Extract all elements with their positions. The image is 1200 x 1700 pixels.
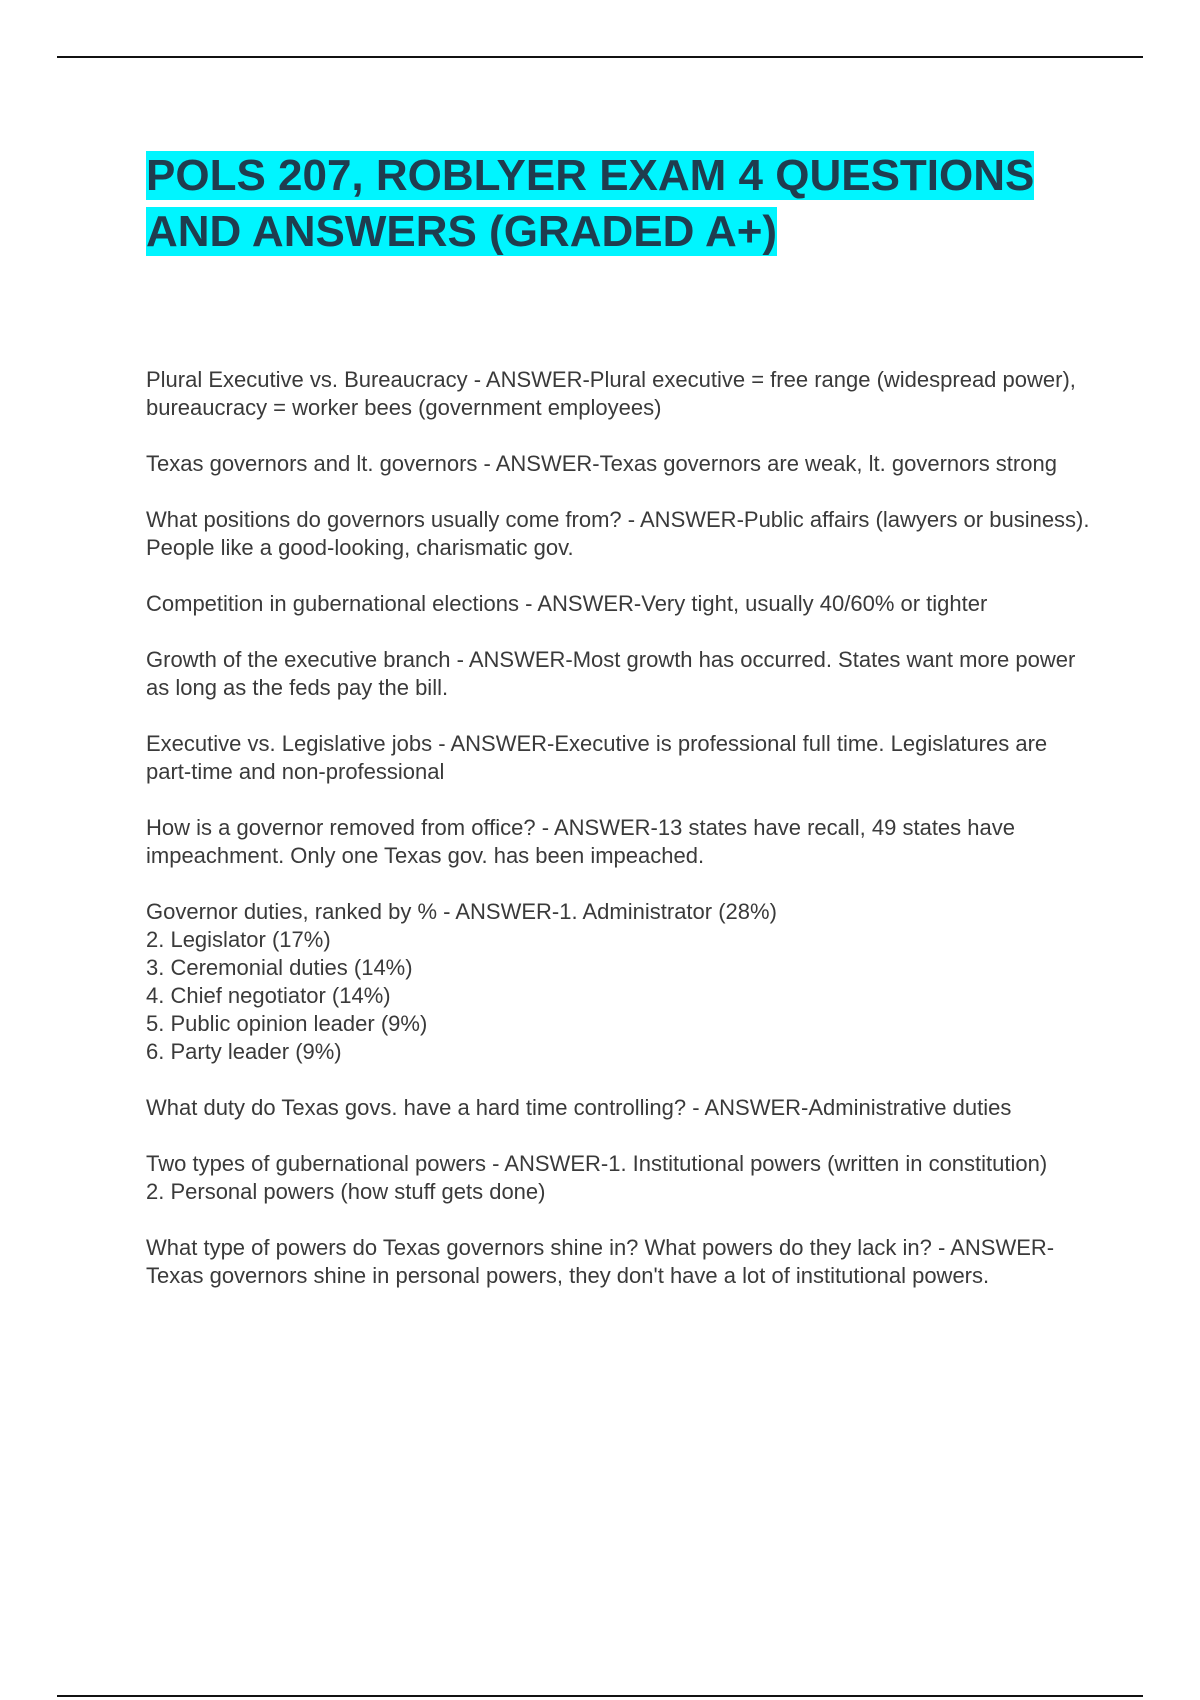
qa-line: What positions do governors usually come from? - ANSWER-Public affairs (lawyers or business). People like a good-looking, charismatic gov.	[146, 507, 1090, 560]
document-title	[146, 148, 1086, 260]
qa-line: What duty do Texas govs. have a hard time controlling? - ANSWER-Administrative duties	[146, 1095, 1012, 1120]
qa-item	[146, 590, 1091, 618]
qa-item	[146, 506, 1091, 562]
qa-item	[146, 366, 1091, 422]
qa-line: Executive vs. Legislative jobs - ANSWER-Executive is professional full time. Legislatures are part-time and non-professional	[146, 731, 1048, 784]
qa-item	[146, 646, 1091, 702]
qa-line: 6. Party leader (9%)	[146, 1039, 342, 1064]
qa-item	[146, 814, 1091, 870]
qa-line: Two types of gubernational powers - ANSWER-1. Institutional powers (written in constitution)	[146, 1151, 1048, 1176]
qa-item	[146, 730, 1091, 786]
qa-line: What type of powers do Texas governors shine in? What powers do they lack in? - ANSWER-Texas governors shine in personal powers, they don't have a lot of institutional powers.	[146, 1235, 1055, 1288]
qa-item	[146, 898, 1091, 1066]
bottom-rule	[57, 1695, 1143, 1697]
qa-line: Growth of the executive branch - ANSWER-Most growth has occurred. States want more power as long as the feds pay the bill.	[146, 647, 1076, 700]
qa-line: 2. Personal powers (how stuff gets done)	[146, 1179, 546, 1204]
top-rule	[57, 56, 1143, 58]
qa-line: 5. Public opinion leader (9%)	[146, 1011, 428, 1036]
qa-list	[146, 366, 1091, 1318]
qa-item	[146, 1094, 1091, 1122]
qa-item	[146, 450, 1091, 478]
qa-line: Governor duties, ranked by % - ANSWER-1. Administrator (28%)	[146, 899, 777, 924]
qa-line: Competition in gubernational elections - ANSWER-Very tight, usually 40/60% or tighter	[146, 591, 988, 616]
qa-line: Texas governors and lt. governors - ANSWER-Texas governors are weak, lt. governors strong	[146, 451, 1057, 476]
qa-item	[146, 1234, 1091, 1290]
qa-line: 4. Chief negotiator (14%)	[146, 983, 391, 1008]
qa-item	[146, 1150, 1091, 1206]
qa-line: 3. Ceremonial duties (14%)	[146, 955, 413, 980]
qa-line: 2. Legislator (17%)	[146, 927, 331, 952]
qa-line: How is a governor removed from office? - ANSWER-13 states have recall, 49 states have impeachment. Only one Texas gov. has been impeached.	[146, 815, 1015, 868]
title-text: POLS 207, ROBLYER EXAM 4 QUESTIONS AND ANSWERS (GRADED A+)	[146, 151, 1035, 256]
qa-line: Plural Executive vs. Bureaucracy - ANSWER-Plural executive = free range (widespread power), bureaucracy = worker bees (government employees)	[146, 367, 1076, 420]
